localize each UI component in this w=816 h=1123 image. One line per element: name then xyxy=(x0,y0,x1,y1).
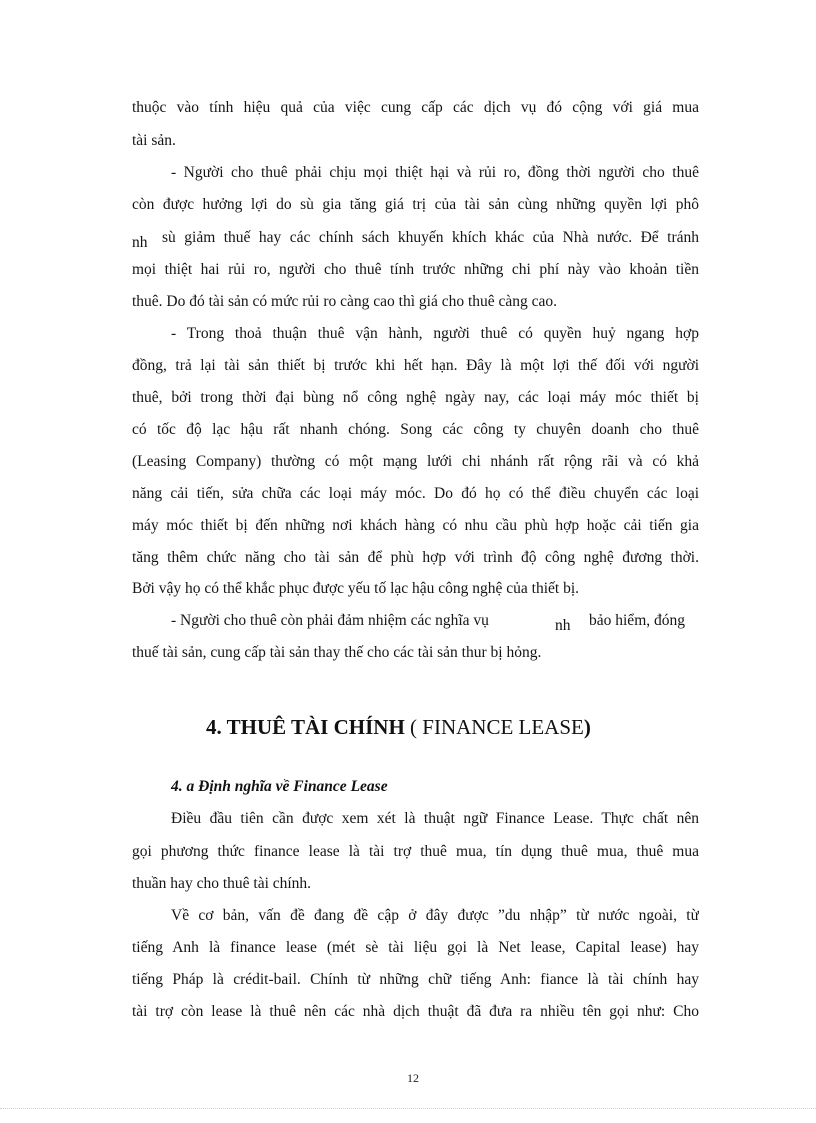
paragraph-line: - Người cho thuê còn phải đảm nhiệm các nghĩa vụ xyxy=(171,612,489,629)
section-heading-closing: ) xyxy=(583,715,591,739)
section-line: tài trợ còn lease là thuê nên các nhà dịch thuật đã đưa ra nhiều tên gọi như: Cho xyxy=(132,1003,699,1020)
paragraph-line: thuê, bởi trong thời đại bùng nổ công nghệ ngày nay, các loại máy móc thiết bị xyxy=(132,389,699,406)
section-line: Điều đầu tiên cần được xem xét là thuật ngữ Finance Lease. Thực chất nên xyxy=(171,810,699,827)
paragraph-line: Bởi vậy họ có thể khắc phục được yếu tố lạc hậu công nghệ của thiết bị. xyxy=(132,580,580,597)
paragraph-line: máy móc thiết bị đến những nơi khách hàng có nhu cầu phù hợp hoặc cải tiến gia xyxy=(132,517,699,534)
paragraph-line: đồng, trả lại tài sản thiết bị trước khi hết hạn. Đây là một lợi thế đối với người xyxy=(132,357,699,374)
paragraph-line: sù giảm thuế hay các chính sách khuyến khích khác của Nhà nước. Để tránh xyxy=(162,229,699,246)
stray-text-nh: nh xyxy=(555,617,571,634)
page-number: 12 xyxy=(407,1071,419,1085)
section-line: thuần hay cho thuê tài chính. xyxy=(132,875,312,892)
paragraph-line: - Người cho thuê phải chịu mọi thiệt hại và rủi ro, đồng thời người cho thuê xyxy=(171,164,699,181)
paragraph-line: (Leasing Company) thường có một mạng lưới chi nhánh rất rộng rãi và có khả xyxy=(132,453,699,470)
section-heading-normal: ( FINANCE LEASE xyxy=(404,715,584,739)
paragraph-line: có tốc độ lạc hậu rất nhanh chóng. Song các công ty chuyên doanh cho thuê xyxy=(132,421,699,438)
stray-text-nh: nh xyxy=(132,234,148,251)
section-heading xyxy=(206,714,591,740)
paragraph-line: năng cải tiến, sửa chữa các loại máy móc. Do đó họ có thể điều chuyển các loại xyxy=(132,485,699,502)
section-line: tiếng Anh là finance lease (mét sè tài liệu gọi là Net lease, Capital lease) hay xyxy=(132,939,699,956)
paragraph-line-end: bảo hiểm, đóng xyxy=(589,612,685,629)
paragraph-line: mọi thiệt hai rủi ro, người cho thuê tính trước những chi phí này vào khoản tiền xyxy=(132,261,699,278)
section-line: tiếng Pháp là crédit-bail. Chính từ những chữ tiếng Anh: fiance là tài chính hay xyxy=(132,971,699,988)
paragraph-line: thuộc vào tính hiệu quả của việc cung cấp các dịch vụ đó cộng với giá mua xyxy=(132,99,699,116)
subsection-heading: 4. a Định nghĩa về Finance Lease xyxy=(171,778,388,795)
section-heading-bold: 4. THUÊ TÀI CHÍNH xyxy=(206,715,405,739)
paragraph-line: tài sản. xyxy=(132,132,176,149)
footer-divider xyxy=(0,1108,816,1109)
paragraph-line: thuê. Do đó tài sản có mức rủi ro càng cao thì giá cho thuê càng cao. xyxy=(132,293,558,310)
section-line: Về cơ bản, vấn đề đang đề cập ở đây được ”du nhập” từ nước ngoài, từ xyxy=(171,907,699,924)
section-line: gọi phương thức finance lease là tài trợ thuê mua, tín dụng thuê mua, thuê mua xyxy=(132,843,699,860)
paragraph-line: tăng thêm chức năng cho tài sản để phù hợp với trình độ công nghệ đương thời. xyxy=(132,549,699,566)
paragraph-line: thuế tài sản, cung cấp tài sản thay thế cho các tài sản thur bị hỏng. xyxy=(132,644,542,661)
paragraph-line: còn được hưởng lợi do sù gia tăng giá trị của tài sản cùng những quyền lợi phô xyxy=(132,196,699,213)
paragraph-line: - Trong thoả thuận thuê vận hành, người thuê có quyền huỷ ngang hợp xyxy=(171,325,699,342)
